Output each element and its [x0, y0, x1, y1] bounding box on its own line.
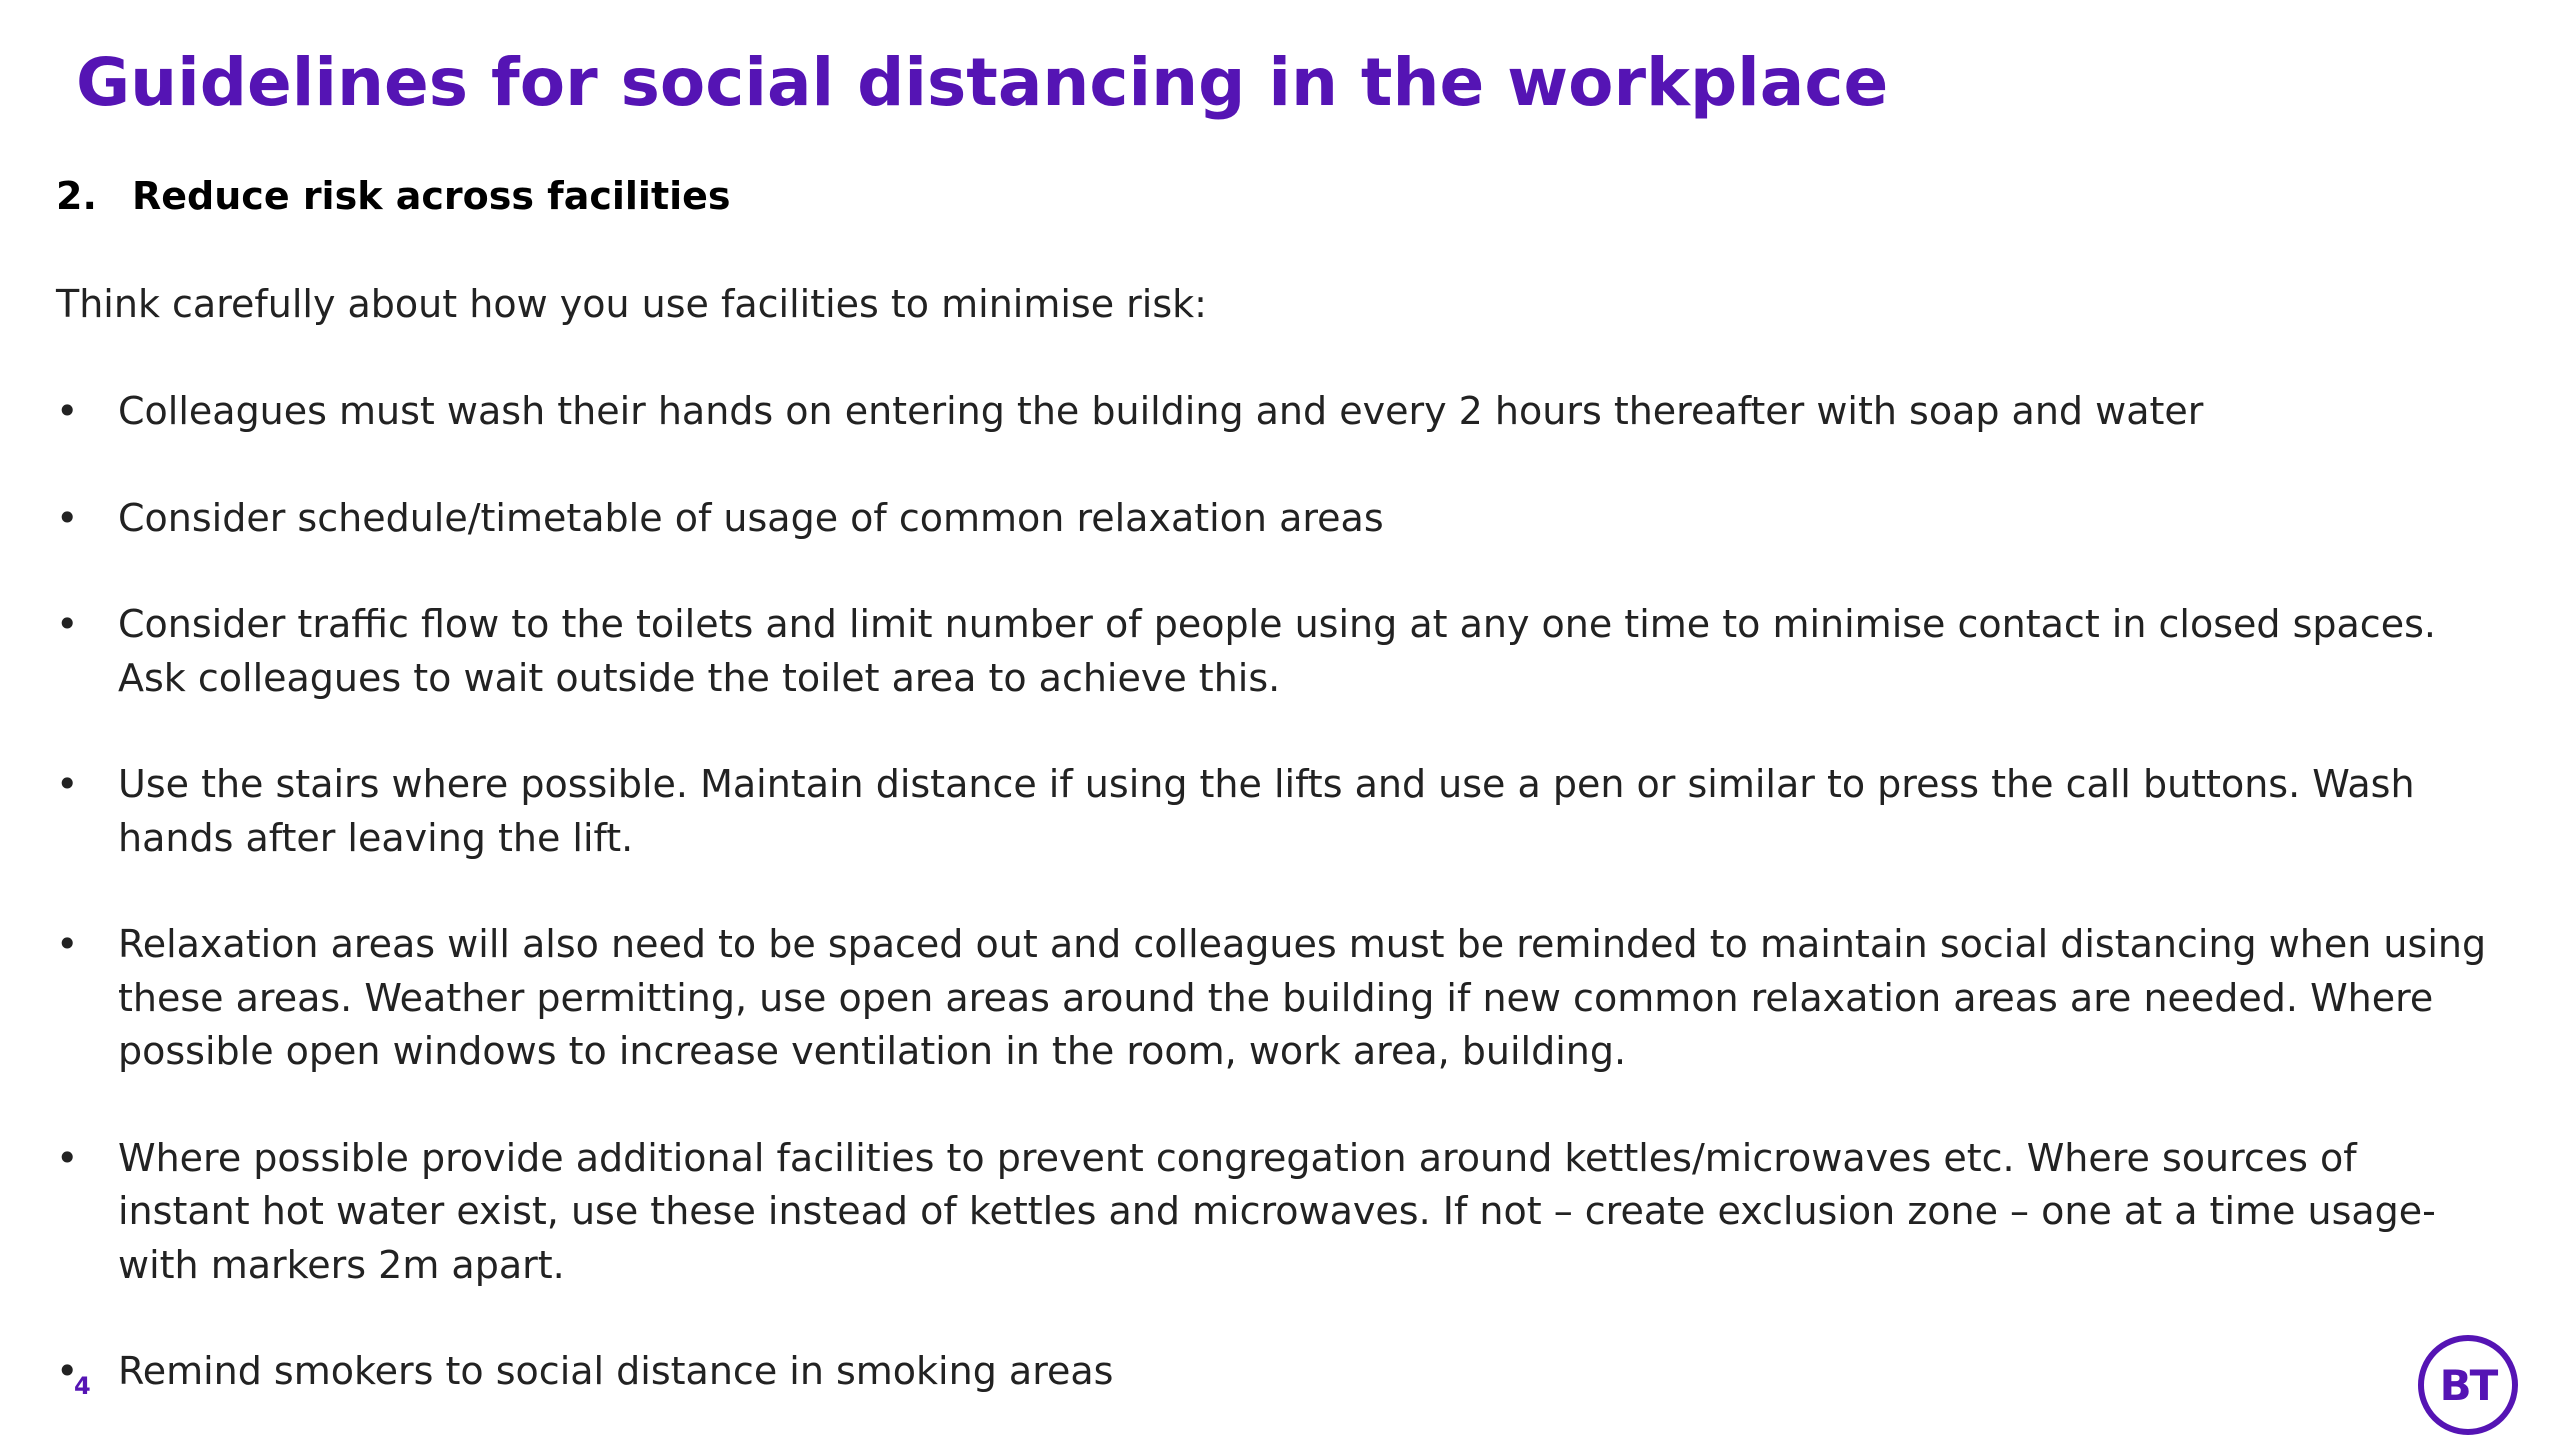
section-heading	[56, 170, 731, 222]
bullet-text: Consider traffic flow to the toilets and limit number of people using at any one time to minimise contact in closed spaces. Ask colleagues to wait outside the toilet area to achieve this.	[118, 602, 2436, 700]
slide-title: Guidelines for social distancing in the workplace	[76, 44, 1889, 121]
bullet-list	[56, 385, 2496, 1440]
bullet-marker: •	[56, 762, 79, 806]
bullet-marker: •	[56, 1349, 79, 1393]
bullet-text: Remind smokers to social distance in smoking areas	[118, 1349, 1114, 1393]
bullet-item	[56, 918, 2496, 1079]
bullet-text: Consider schedule/timetable of usage of common relaxation areas	[118, 495, 1384, 540]
bullet-text: Colleagues must wash their hands on entering the building and every 2 hours thereafter with soap and water	[118, 389, 2204, 433]
bullet-marker: •	[56, 389, 79, 433]
bullet-item	[56, 1132, 2496, 1293]
section-heading-text: Reduce risk across facilities	[132, 174, 731, 218]
bullet-item	[56, 598, 2496, 705]
section-number: 2.	[56, 174, 97, 218]
bullet-marker: •	[56, 922, 79, 966]
logo-text: BT	[2439, 1360, 2497, 1410]
bullet-text: Where possible provide additional facilities to prevent congregation around kettles/microwaves etc. Where sources of instant hot water exist, use these instead of kettles and microwaves. If not – create exclusion zone – one at a time usage- with markers 2m apart.	[118, 1135, 2436, 1287]
bullet-item	[56, 758, 2496, 865]
bullet-marker: •	[56, 1135, 79, 1180]
page-number: 4	[74, 1372, 91, 1400]
bullet-item	[56, 492, 2496, 546]
bt-logo-icon	[2418, 1335, 2518, 1435]
bullet-marker: •	[56, 495, 79, 540]
bullet-text: Relaxation areas will also need to be spaced out and colleagues must be reminded to maintain social distancing when using these areas. Weather permitting, use open areas around the building if new common relaxation areas are needed. Where possible open windows to increase ventilation in the room, work area, building.	[118, 922, 2487, 1073]
intro-text: Think carefully about how you use facilities to minimise risk:	[56, 282, 1207, 326]
bullet-text: Use the stairs where possible. Maintain distance if using the lifts and use a pen or similar to press the call buttons. Wash hands after leaving the lift.	[118, 762, 2415, 860]
bullet-item	[56, 1345, 2496, 1399]
bullet-marker: •	[56, 602, 79, 646]
bullet-item	[56, 385, 2496, 439]
